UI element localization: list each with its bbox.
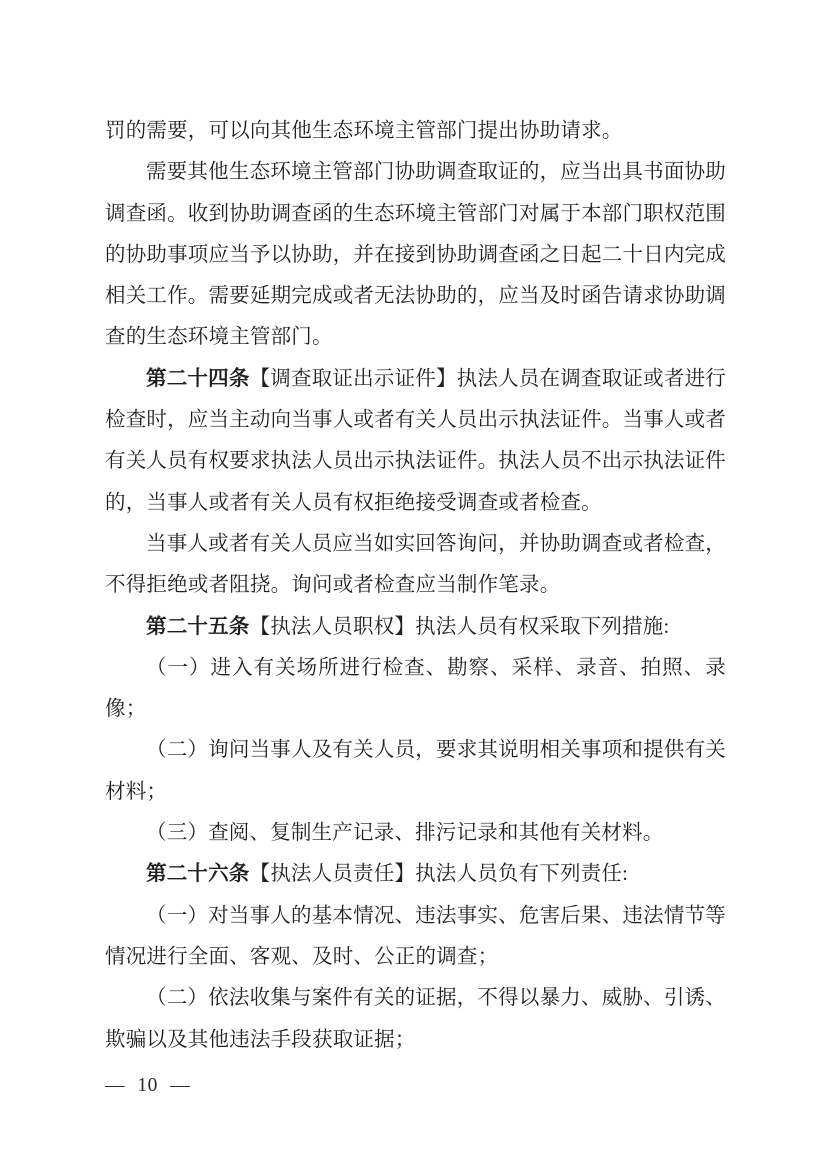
paragraph: （一）对当事人的基本情况、违法事实、危害后果、违法情节等情况进行全面、客观、及时、公正的调查； [105, 904, 726, 968]
article-number: 第二十四条 [146, 367, 250, 390]
paragraph: （二）依法收集与案件有关的证据，不得以暴力、威胁、引诱、欺骗以及其他违法手段获取证据； [105, 987, 726, 1051]
article-number: 第二十五条 [146, 615, 250, 638]
paragraph: 第二十六条【执法人员责任】执法人员负有下列责任: [146, 863, 628, 886]
page-number: — 10 — [105, 1075, 191, 1096]
paragraph: （二）询问当事人及有关人员，要求其说明相关事项和提供有关材料； [105, 739, 726, 803]
article-number: 第二十六条 [146, 863, 250, 886]
page-footer [105, 1074, 190, 1098]
paragraph: 第二十四条【调查取证出示证件】执法人员在调查取证或者进行检查时，应当主动向当事人或者有关人员出示执法证件。当事人或者有关人员有权要求执法人员出示执法证件。执法人员不出示执法证件的，当事人或者有关人员有权拒绝接受调查或者检查。 [105, 367, 726, 514]
document-body [105, 111, 726, 1061]
paragraph: 罚的需要，可以向其他生态环境主管部门提出协助请求。 [105, 120, 623, 142]
paragraph: （一）进入有关场所进行检查、勘察、采样、录音、拍照、录像； [105, 656, 726, 721]
paragraph: 当事人或者有关人员应当如实回答询问，并协助调查或者检查，不得拒绝或者阻挠。询问或者检查应当制作笔录。 [105, 532, 726, 597]
paragraph: （三）查阅、复制生产记录、排污记录和其他有关材料。 [146, 822, 664, 845]
paragraph: 需要其他生态环境主管部门协助调查取证的，应当出具书面协助调查函。收到协助调查函的生态环境主管部门对属于本部门职权范围的协助事项应当予以协助，并在接到协助调查函之日起二十日内完成相关工作。需要延期完成或者无法协助的，应当及时函告请求协助调查的生态环境主管部门。 [105, 161, 726, 349]
paragraph: 第二十五条【执法人员职权】执法人员有权采取下列措施: [146, 615, 670, 638]
